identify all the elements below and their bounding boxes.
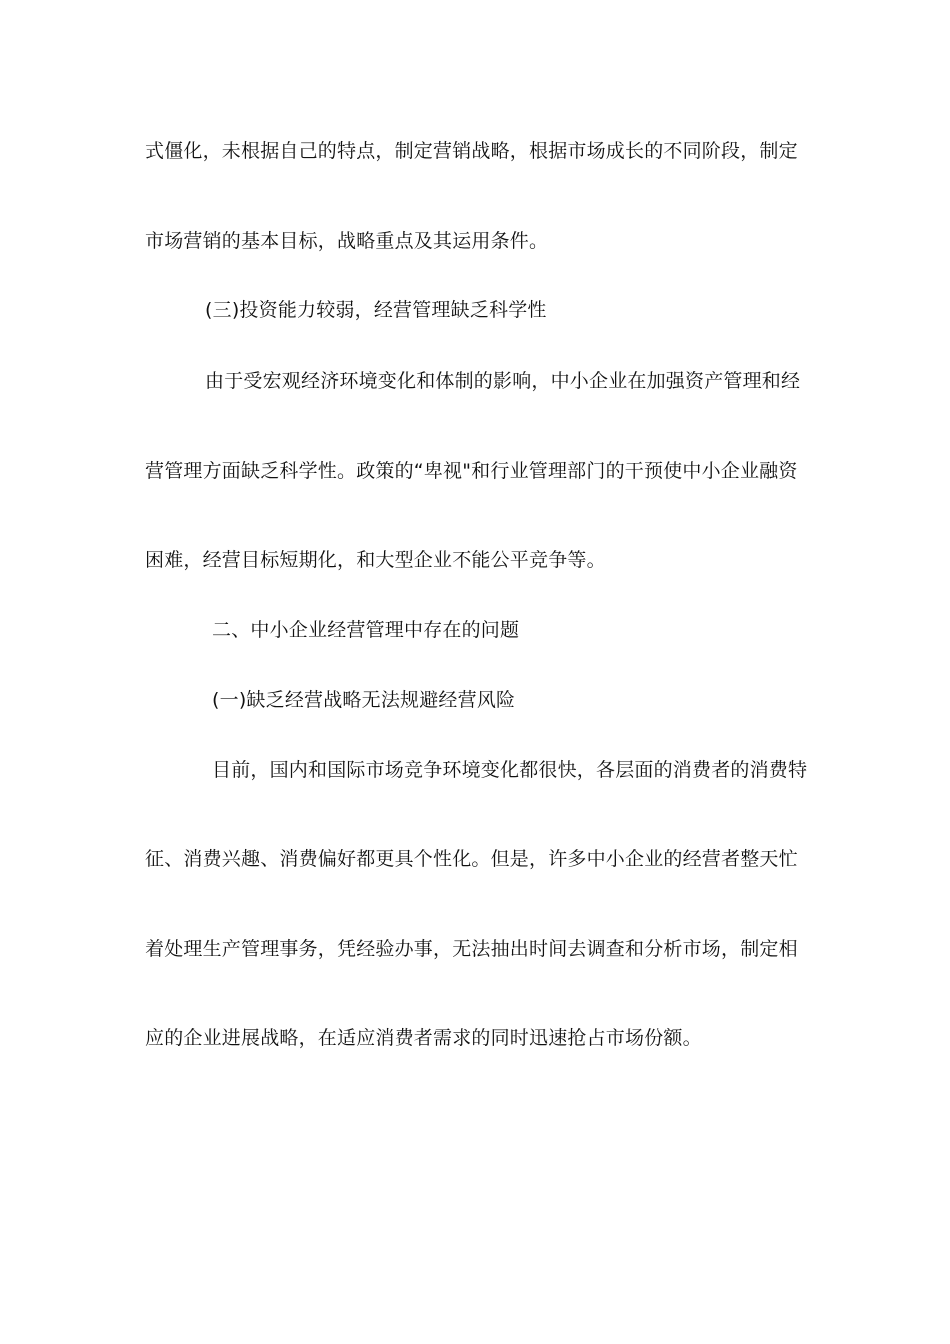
section-heading: (一)缺乏经营战略无法规避经营风险 [212,689,516,711]
paragraph-line: 应的企业进展战略，在适应消费者需求的同时迅速抢占市场份额。 [145,1027,702,1049]
paragraph-line: 困难，经营目标短期化，和大型企业不能公平竞争等。 [145,549,606,571]
paragraph-line: 式僵化，未根据自己的特点，制定营销战略，根据市场成长的不同阶段，制定 [145,140,798,162]
section-heading: 二、中小企业经营管理中存在的问题 [212,619,520,641]
paragraph-line: 由于受宏观经济环境变化和体制的影响，中小企业在加强资产管理和经 [205,370,801,392]
paragraph-line: 目前，国内和国际市场竞争环境变化都很快，各层面的消费者的消费特 [212,759,808,781]
paragraph-line: 着处理生产管理事务，凭经验办事，无法抽出时间去调查和分析市场，制定相 [145,938,798,960]
paragraph-line: 市场营销的基本目标，战略重点及其运用条件。 [145,230,549,252]
paragraph-line: 征、消费兴趣、消费偏好都更具个性化。但是，许多中小企业的经营者整天忙 [145,848,798,870]
section-heading: (三)投资能力较弱，经营管理缺乏科学性 [205,299,547,321]
paragraph-line: 营管理方面缺乏科学性。政策的“卑视"和行业管理部门的干预使中小企业融资 [145,460,798,482]
